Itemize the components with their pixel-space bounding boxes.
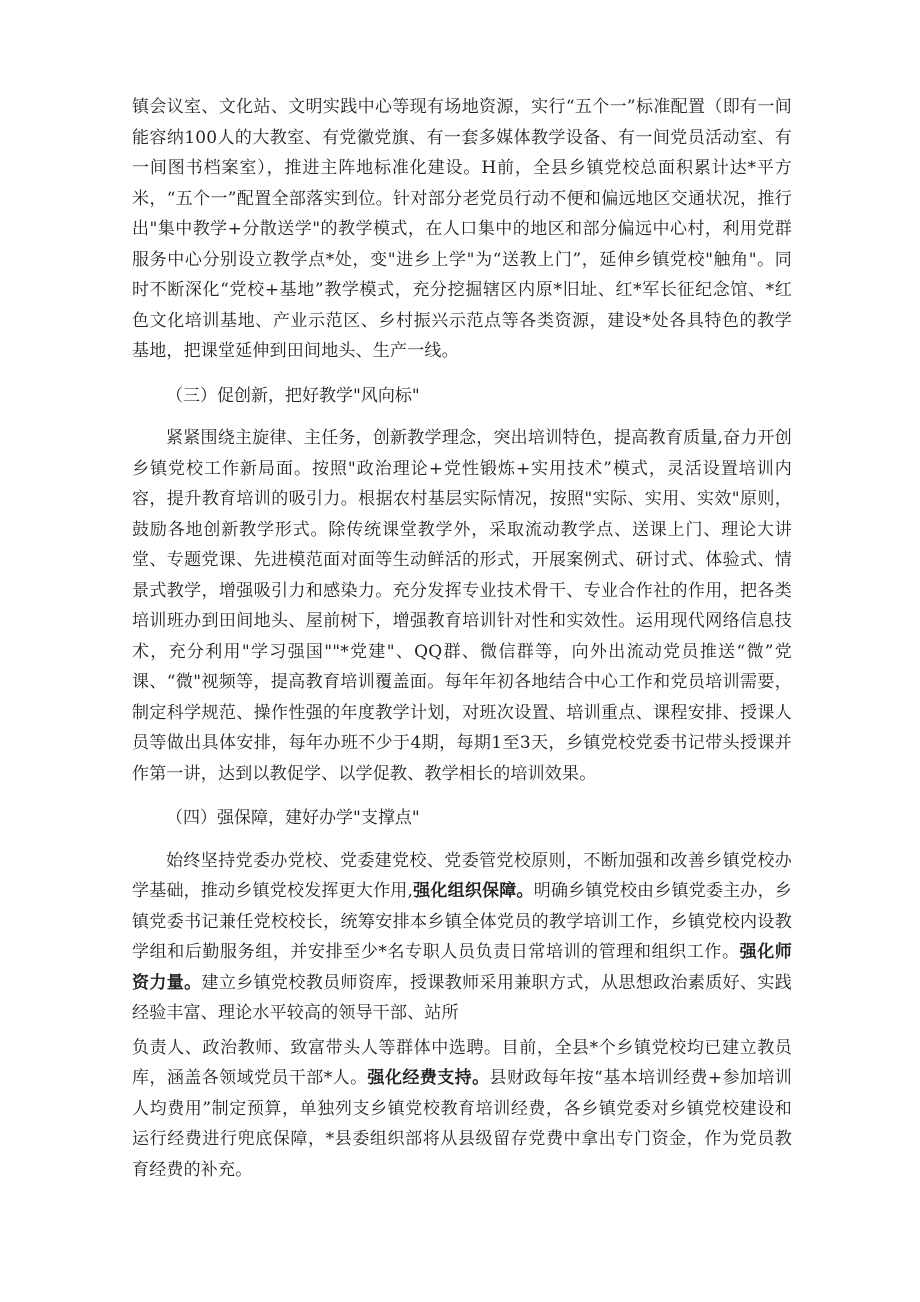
bold-funding-support: 强化经费支持。 (367, 1068, 490, 1088)
bold-teacher-strength: 强化师资力量。 (132, 942, 792, 993)
org-guarantee-text: 明确乡镇党校由乡镇党委主办，乡镇党委书记兼任党校校长，统筹安排本乡镇全体党员的教学培训工作，乡镇党校内设教学组和后勤服务组，并安排至少*名专职人员负责日常培训的管理和组织工作。 (132, 881, 793, 962)
paragraph-support-guarantee (132, 846, 792, 1029)
paragraph-funding-support (132, 1033, 792, 1186)
section-heading-innovation: （三）促创新，把好教学"风向标" (166, 385, 420, 406)
document-page (132, 92, 792, 1185)
funding-support-text: 县财政每年按“基本培训经费+参加培训人均费用”制定预算，单独列支乡镇党校教育培训经费，各乡镇党委对乡镇党校建设和运行经费进行兜底保障，*县委组织部将从县级留存党费中拿出专门资金，作为党员教育经费的补充。 (132, 1068, 792, 1180)
teacher-pool-text: 负责人、政治教师、致富带头人等群体中选聘。目前，全县*个乡镇党校均已建立教员库，涵盖各领域党员干部*人。 (132, 1037, 792, 1088)
section-heading-support: （四）强保障，建好办学"支撑点" (166, 808, 420, 828)
paragraph-venue-standards: 镇会议室、文化站、文明实践中心等现有场地资源，实行“五个一”标准配置（即有一间能容纳100人的大教室、有党徽党旗、有一套多媒体教学设备、有一间党员活动室、有一间图书档案室），推进主阵地标准化建设。H前，全县乡镇党校总面积累计达*平方米，“五个一”配置全部落实到位。针对部分老党员行动不便和偏远地区交通状况，推行出"集中教学+分散送学"的教学模式，在人口集中的地区和部分偏远中心村，利用党群服务中心分别设立教学点*处，变"进乡上学"为“送教上门”，延伸乡镇党校"触角"。同时不断深化“党校+基地”教学模式，充分挖掘辖区内原*旧址、红*军长征纪念馆、*红色文化培训基地、产业示范区、乡村振兴示范点等各类资源，建设*处各具特色的教学基地，把课堂延伸到田间地头、生产一线。 (132, 97, 792, 361)
paragraph-teaching-innovation: 紧紧围绕主旋律、主任务，创新教学理念，突出培训特色，提高教育质量,奋力开创乡镇党校工作新局面。按照"政治理论+党性锻炼+实用技术”模式，灵活设置培训内容，提升教育培训的吸引力。根据农村基层实际情况，按照"实际、实用、实效"原则，鼓励各地创新教学形式。除传统课堂教学外，采取流动教学点、送课上门、理论大讲堂、专题党课、先进模范面对面等生动鲜活的形式，开展案例式、研讨式、体验式、情景式教学，增强吸引力和感染力。充分发挥专业技术骨干、专业合作社的作用，把各类培训班办到田间地头、屋前树下，增强教育培训针对性和实效性。运用现代网络信息技术，充分利用"学习强国""*党建"、QQ群、微信群等，向外出流动党员推送“微”党课、“微"视频等，提高教育培训覆盖面。每年年初各地结合中心工作和党员培训需要，制定科学规范、操作性强的年度教学计划，对班次设置、培训重点、课程安排、授课人员等做出具体安排，每年办班不少于4期，每期1至3天，乡镇党校党委书记带头授课并作第一讲，达到以教促学、以学促教、教学相长的培训效果。 (132, 428, 792, 784)
bold-org-guarantee: 强化组织保障。 (413, 881, 534, 901)
teacher-strength-text: 建立乡镇党校教员师资库，授课教师采用兼职方式，从思想政治素质好、实践经验丰富、理论水平较高的领导干部、站所 (132, 972, 792, 1023)
support-intro-text: 始终坚持党委办党校、党委建党校、党委管党校原则，不断加强和改善乡镇党校办学基础，推动乡镇党校发挥更大作用, (132, 850, 792, 901)
